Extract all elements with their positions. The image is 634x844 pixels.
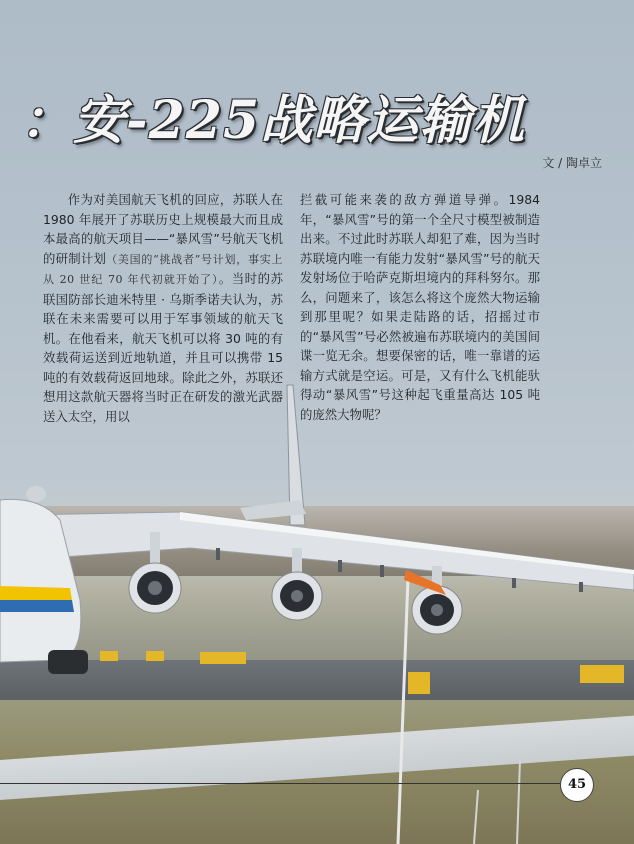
body-text: 。当时的苏联国防部长迪米特里 · 乌斯季诺夫认为，苏联在未来需要可以用于军事领域的航天飞机。在他看来，航天飞机可以将 30 吨的有效载荷运送到近地轨道，并且可以携带 15 吨的有效载荷返回地球。除此之外，苏联还想用这款航天器将当时正在研发的激光武器送入太空，用以 xyxy=(43,271,284,424)
livery-yellow-stripe xyxy=(0,586,72,600)
body-text: 作为对美国航天飞机的回应，苏联人在 1980 年展开了苏联历史上规模最大而且成本最高的航天项目——“暴风雪”号航天飞机的研制计划 xyxy=(43,192,283,266)
runway-sign xyxy=(580,665,624,683)
body-paragraph xyxy=(43,190,283,426)
flap-track xyxy=(380,565,384,577)
light-pole xyxy=(517,760,520,844)
page-number: 45 xyxy=(560,768,594,802)
footer-rule xyxy=(0,783,560,784)
cockpit-dome xyxy=(26,486,46,502)
runway-marker xyxy=(146,651,164,661)
flap-track xyxy=(338,560,342,572)
windsock-pole xyxy=(398,578,408,844)
runway-sign xyxy=(408,672,430,694)
article-headline: ：安-225战略运输机 xyxy=(20,90,526,151)
runway-sign xyxy=(200,652,246,664)
light-pole xyxy=(474,790,478,844)
article-column-right xyxy=(300,190,540,424)
flap-track xyxy=(216,548,220,560)
article-byline: 文 / 陶卓立 xyxy=(542,156,602,170)
runway-marker xyxy=(100,651,118,661)
landing-gear xyxy=(48,650,88,674)
flap-track xyxy=(579,582,583,592)
article-column-left xyxy=(43,190,283,426)
livery-blue-stripe xyxy=(0,600,74,612)
body-paragraph: 拦截可能来袭的敌方弹道导弹。1984 年，“暴风雪”号的第一个全尺寸模型被制造出来。不过此时苏联人却犯了难，因为当时苏联境内唯一有能力发射“暴风雪”号的航天发射场位于哈萨克斯坦境内的拜科努尔。那么，问题来了，该怎么将这个庞然大物运输到那里呢？如果走陆路的话，招摇过市的“暴风雪”号必然被遍布苏联境内的美国间谍一览无余。想要保密的话，唯一靠谱的运输方式就是空运。可是，又有什么飞机能驮得动“暴风雪”号这种起飞重量高达 105 吨的庞然大物呢？ xyxy=(300,192,540,422)
wing xyxy=(20,512,634,590)
flap-track xyxy=(512,578,516,588)
parenthetical-note: （美国的“挑战者”号计划，事实上从 20 世纪 70 年代初就开始了） xyxy=(43,252,283,286)
